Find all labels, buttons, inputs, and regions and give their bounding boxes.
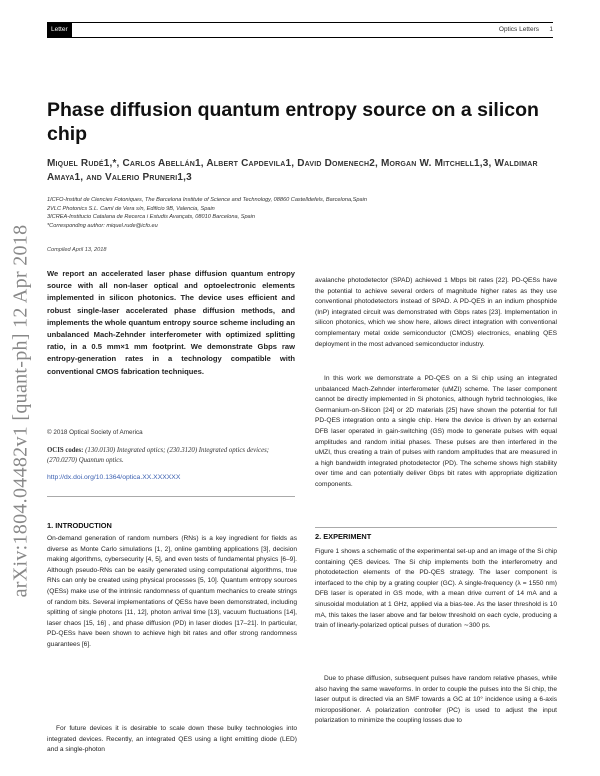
section-1-paragraph-1: On-demand generation of random numbers (RNs) is a key ingredient for fields as diverse as Monte Carlo simulations [1, 2], online gambling applications [3], decision making algorithms, cybersecurity [4, 5], and even tests of fundamental physics [6–9]. Although pseudo-RNs can be easily generated using computational algorithms, true RNs can only be created using physical processes [5, 10]. Quantum entropy sources (QESs) make use of the intrinsic randomness of quantum mechanics to create strings of random bits. Several implementations of QESs have been demonstrated, including splitting of single photons [11, 12], photon arrival time [13], vacuum fluctuations [14], laser chaos [15, 16] , and phase diffusion (PD) in laser diodes [17–21]. In particular, PD-QESs have been shown to achieve high bit rates and offer strong randomness guarantees [6]. <box>47 535 297 648</box>
affiliation-1: 1ICFO-Institut de Ciencies Fotoniques, The Barcelona Institute of Science and Technology, 08860 Castelldefels, Barcelona,Spain <box>47 197 367 203</box>
abstract-divider <box>47 496 295 497</box>
section-divider <box>315 527 557 528</box>
ocis-codes <box>47 446 297 465</box>
copyright-notice: © 2018 Optical Society of America <box>47 429 143 436</box>
corresponding-author: *Corresponding author: miquel.rude@icfo.eu <box>47 222 158 229</box>
right-column-paragraph-1: avalanche photodetector (SPAD) achieved 1 Mbps bit rates [22]. PD-QESs have the potential to achieve several orders of magnitude higher rates as they use conventional photodetectors instead of SPAD. A PD-QES in an indium phosphide (InP) integrated circuit was demonstrated with Gbps rates [23]. Implementation in silicon photonics, which we show here, allows direct integration with conventional complementary metal oxide semiconductor (CMOS) electronics, enabling QES deployment in the most advanced semiconductor industry. <box>315 277 557 348</box>
article-type-tag: Letter <box>47 23 72 37</box>
paper-title: Phase diffusion quantum entropy source on a silicon chip <box>47 99 539 145</box>
affiliation-2: 2VLC Photonics S.L. Camí de Vera s/n, Edificio 9B, Valencia, Spain <box>47 205 215 212</box>
arxiv-stamp <box>4 196 38 626</box>
author-list: Miquel Rudé1,*, Carlos Abellán1, Albert Capdevila1, David Domenech2, Morgan W. Mitchell1,3, Waldimar Amaya1, and Valerio Pruneri1,3 <box>47 158 538 183</box>
page-header <box>47 22 553 38</box>
ocis-text: (130.0130) Integrated optics; (230.3120) Integrated optics devices; (270.0270) Quantum optics. <box>47 447 270 464</box>
ocis-label: OCIS codes: <box>47 447 84 454</box>
section-2-paragraph-1: Figure 1 shows a schematic of the experimental set-up and an image of the Si chip containing QES devices. The Si chip implements both the interferometry and photodetection elements of the PD-QES strategy. The laser component is interfaced to the chip by a grating coupler (GC). A single-frequency (λ = 1550 nm) DFB laser is operated in GS mode, with a mean drive current of 14 mA and a sinusoidal modulation at 1 GHz, applied via a bias-tee. As the laser threshold is 10 mA, this takes the laser above and far below threshold on each cycle, producing a train of linearly-polarized optical pulses of duration ∼300 ps. <box>315 548 557 630</box>
affiliations <box>47 196 557 230</box>
compiled-date: Compiled April 13, 2018 <box>47 247 107 253</box>
section-2-paragraph-2: Due to phase diffusion, subsequent pulses have random relative phases, while also having the same waveforms. In order to couple the pulses into the Si chip, the laser output is directed via an SMF towards a GC at 10° incidence using a 6-axis micropositioner. A polarization controller (PC) is used to adjust the input polarization to minimize the coupling losses due to <box>315 675 557 725</box>
section-1-heading: 1. INTRODUCTION <box>47 521 112 530</box>
page-number: 1 <box>549 26 553 33</box>
section-2-heading: 2. EXPERIMENT <box>315 532 372 541</box>
arxiv-identifier: arXiv:1804.04482v1 [quant-ph] 12 Apr 2018 <box>9 224 32 598</box>
journal-name: Optics Letters <box>498 26 539 33</box>
section-1-paragraph-2: For future devices it is desirable to scale down these bulky technologies into integrated devices. Recently, an integrated QES using a light emitting diode (LED) and a single-photon <box>47 725 297 754</box>
right-column-paragraph-2: In this work we demonstrate a PD-QES on a Si chip using an integrated unbalanced Mach-Zehnder interferometer (uMZI) scheme. The laser component cannot be directly implemented in Si photonics, although hybrid technologies, like Germanium-on-Silicon [24] or 2D materials [25] have shown the potential for full PD-QES integration onto a single chip. Here the device is driven by an external DFB laser operated in gain-switching (GS) mode to generate pulses with equal amplitudes and random initial phases. These pulses are then interfered in the uMZI, thus creating a train of pulses with random amplitudes that are measured in a high bandwidth integrated photodetector (PD). The scheme shows high stability over time and can potentially deliver Gbps bit rates with appropriate digitization components. <box>315 375 557 488</box>
abstract: We report an accelerated laser phase diffusion quantum entropy source with all non-laser optical and optoelectronic elements implemented in silicon photonics. The device uses efficient and robust single-laser accelerated phase diffusion methods, and implements the whole quantum entropy source scheme including an unbalanced Mach-Zehnder interferometer with optimized splitting ratio, in a 0.5 mm×1 mm footprint. We demonstrate Gbps raw entropy-generation rates in a technology compatible with conventional CMOS fabrication techniques. <box>47 269 295 376</box>
affiliation-3: 3ICREA-Institucio Catalana de Recerca i Estudis Avançats, 08010 Barcelona, Spain <box>47 214 256 220</box>
doi-link[interactable]: http://dx.doi.org/10.1364/optica.XX.XXXXXX <box>47 474 181 481</box>
